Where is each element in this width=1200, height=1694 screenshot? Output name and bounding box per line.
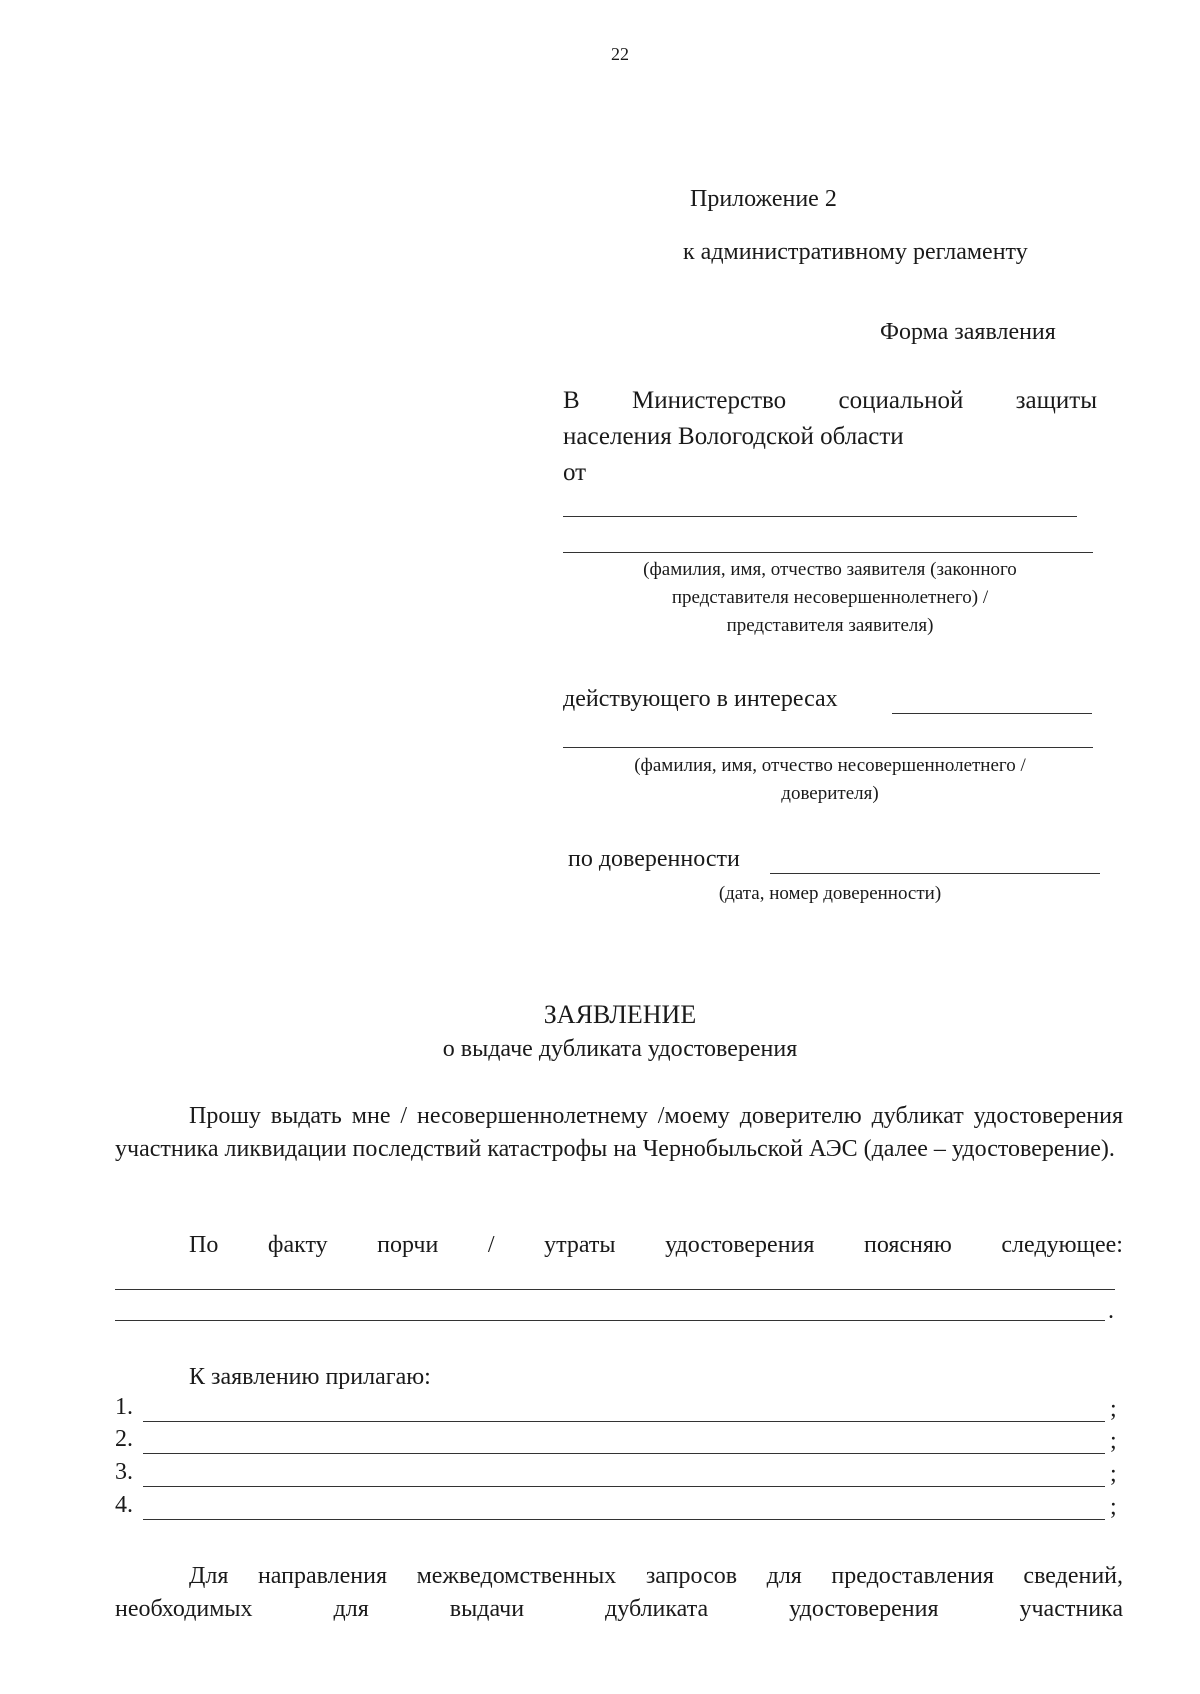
addressee-word: социальной: [838, 387, 964, 414]
attachment-number: 4.: [115, 1492, 133, 1518]
semicolon: ;: [1110, 1494, 1117, 1520]
applicant-name-field-2[interactable]: [563, 552, 1093, 553]
request-paragraph: Прошу выдать мне / несовершеннолетнему /моему доверителю дубликат удостоверения участника ликвидации последствий катастрофы на Чернобыльской АЭС (далее – удостоверение).: [115, 1103, 1123, 1162]
addressee-word: защиты: [1015, 387, 1097, 414]
attachment-number: 2.: [115, 1426, 133, 1452]
attachment-field-4[interactable]: [143, 1519, 1105, 1520]
attachments-label: К заявлению прилагаю:: [189, 1364, 431, 1390]
explanation-field-1[interactable]: [115, 1289, 1115, 1290]
explanation-field-2[interactable]: [115, 1320, 1105, 1321]
attachment-field-2[interactable]: [143, 1453, 1105, 1454]
acting-in-interests-field[interactable]: [892, 713, 1092, 714]
semicolon: ;: [1110, 1461, 1117, 1487]
addressee-word: Министерство: [632, 387, 787, 414]
proxy-label: по доверенности: [568, 846, 740, 872]
attachment-number: 1.: [115, 1394, 133, 1420]
from-label: от: [563, 459, 587, 486]
period-mark: .: [1108, 1298, 1114, 1324]
document-title: ЗАЯВЛЕНИЕ: [543, 1000, 697, 1029]
attachment-field-1[interactable]: [143, 1421, 1105, 1422]
addressee-word: В: [563, 387, 580, 414]
damage-explanation-line: По факту порчи / утраты удостоверения поясняю следующее:: [189, 1232, 1123, 1258]
minor-name-field[interactable]: [563, 747, 1093, 748]
acting-in-interests-label: действующего в интересах: [563, 686, 838, 712]
regulation-reference: к административному регламенту: [683, 239, 1028, 265]
attachment-number: 3.: [115, 1459, 133, 1485]
semicolon: ;: [1110, 1396, 1117, 1422]
proxy-field[interactable]: [770, 873, 1100, 874]
proxy-caption: (дата, номер доверенности): [718, 883, 942, 904]
addressee-line-1: [563, 383, 1097, 419]
page-number: 22: [611, 44, 629, 64]
attachment-field-3[interactable]: [143, 1486, 1105, 1487]
final-paragraph: Для направления межведомственных запросов для предоставления сведений, необходимых для выдачи дубликата удостоверения участника: [115, 1563, 1123, 1622]
minor-caption: (фамилия, имя, отчество несовершеннолетнего / доверителя): [634, 755, 1026, 804]
form-title: Форма заявления: [880, 319, 1056, 345]
addressee-block: [563, 383, 1097, 491]
semicolon: ;: [1110, 1428, 1117, 1454]
document-subtitle: о выдаче дубликата удостоверения: [442, 1036, 798, 1062]
applicant-caption: (фамилия, имя, отчество заявителя (законного представителя несовершеннолетнего) / представителя заявителя): [643, 559, 1017, 636]
appendix-label: Приложение 2: [690, 186, 837, 212]
addressee-line-2: населения Вологодской области: [563, 423, 904, 450]
applicant-name-field-1[interactable]: [563, 516, 1077, 517]
